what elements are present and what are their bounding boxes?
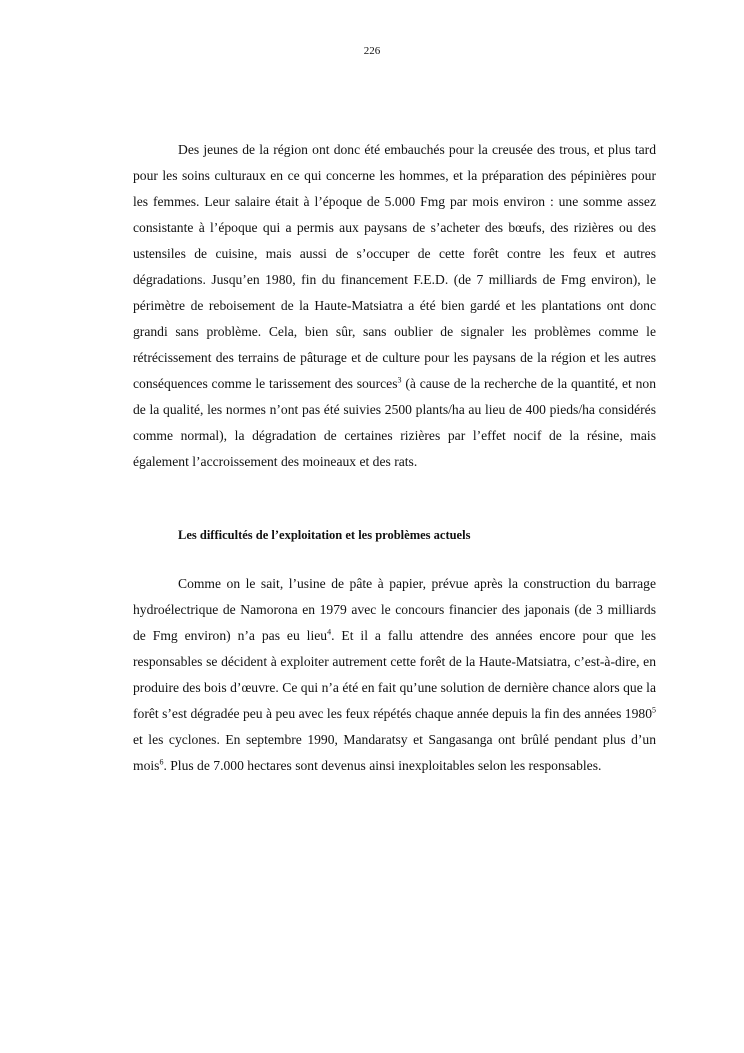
- paragraph-reforestation-history: [133, 137, 656, 475]
- footnote-ref-5[interactable]: 5: [652, 705, 656, 715]
- footnote-ref-4[interactable]: 4: [327, 627, 332, 637]
- paragraph-text: . Et il a fallu attendre des années encore pour que les responsables se décident à exploiter autrement cette forêt de la Haute-Matsiatra, c’est-à-dire, en produire des bois d’œuvre. Ce qui n’a été en fait qu’une solution de dernière chance alors que la forêt s’est dégradée peu à peu avec les feux répétés chaque année depuis la fin des années 1980: [133, 628, 656, 721]
- paragraph-text: (à cause de la recherche de la quantité, et non de la qualité, les normes n’ont pas été suivies 2500 plants/ha au lieu de 400 pieds/ha considérés comme normal), la dégradation de certaines rizières par l’effet nocif de la résine, mais également l’accroissement des moineaux et des rats.: [133, 376, 657, 469]
- paragraph-text: . Plus de 7.000 hectares sont devenus ainsi inexploitables selon les responsables.: [163, 758, 602, 773]
- page-number: 226: [363, 45, 381, 57]
- paragraph-text: Des jeunes de la région ont donc été embauchés pour la creusée des trous, et plus tard pour les soins culturaux en ce qui concerne les hommes, et la préparation des pépinières pour les femmes. Leur salaire était à l’époque de 5.000 Fmg par mois environ : une somme assez consistante à l’époque qui a permis aux paysans de s’acheter des bœufs, des rizières ou des ustensiles de cuisine, mais aussi de s’occuper de cette forêt contre les feux et autres dégradations. Jusqu’en 1980, fin du financement F.E.D. (de 7 milliards de Fmg environ), le périmètre de reboisement de la Haute-Matsiatra a été bien gardé et les plantations ont donc grandi sans problème. Cela, bien sûr, sans oublier de signaler les problèmes comme le rétrécissement des terrains de pâturage et de culture pour les paysans de la région et les autres conséquences comme le tarissement des sources: [133, 142, 656, 391]
- section-heading: Les difficultés de l’exploitation et les problèmes actuels: [178, 528, 471, 542]
- paragraph-exploitation-problems: [133, 571, 656, 779]
- paragraph-text: Comme on le sait, l’usine de pâte à papier, prévue après la construction du barrage hydroélectrique de Namorona en 1979 avec le concours financier des japonais (de 3 milliards de Fmg environ) n’a pas eu lieu: [133, 576, 656, 643]
- footnote-ref-6[interactable]: 6: [159, 757, 164, 767]
- footnote-ref-3[interactable]: 3: [397, 375, 402, 385]
- paragraph-text: et les cyclones. En septembre 1990, Mandaratsy et Sangasanga ont brûlé pendant plus d’un mois: [133, 732, 656, 773]
